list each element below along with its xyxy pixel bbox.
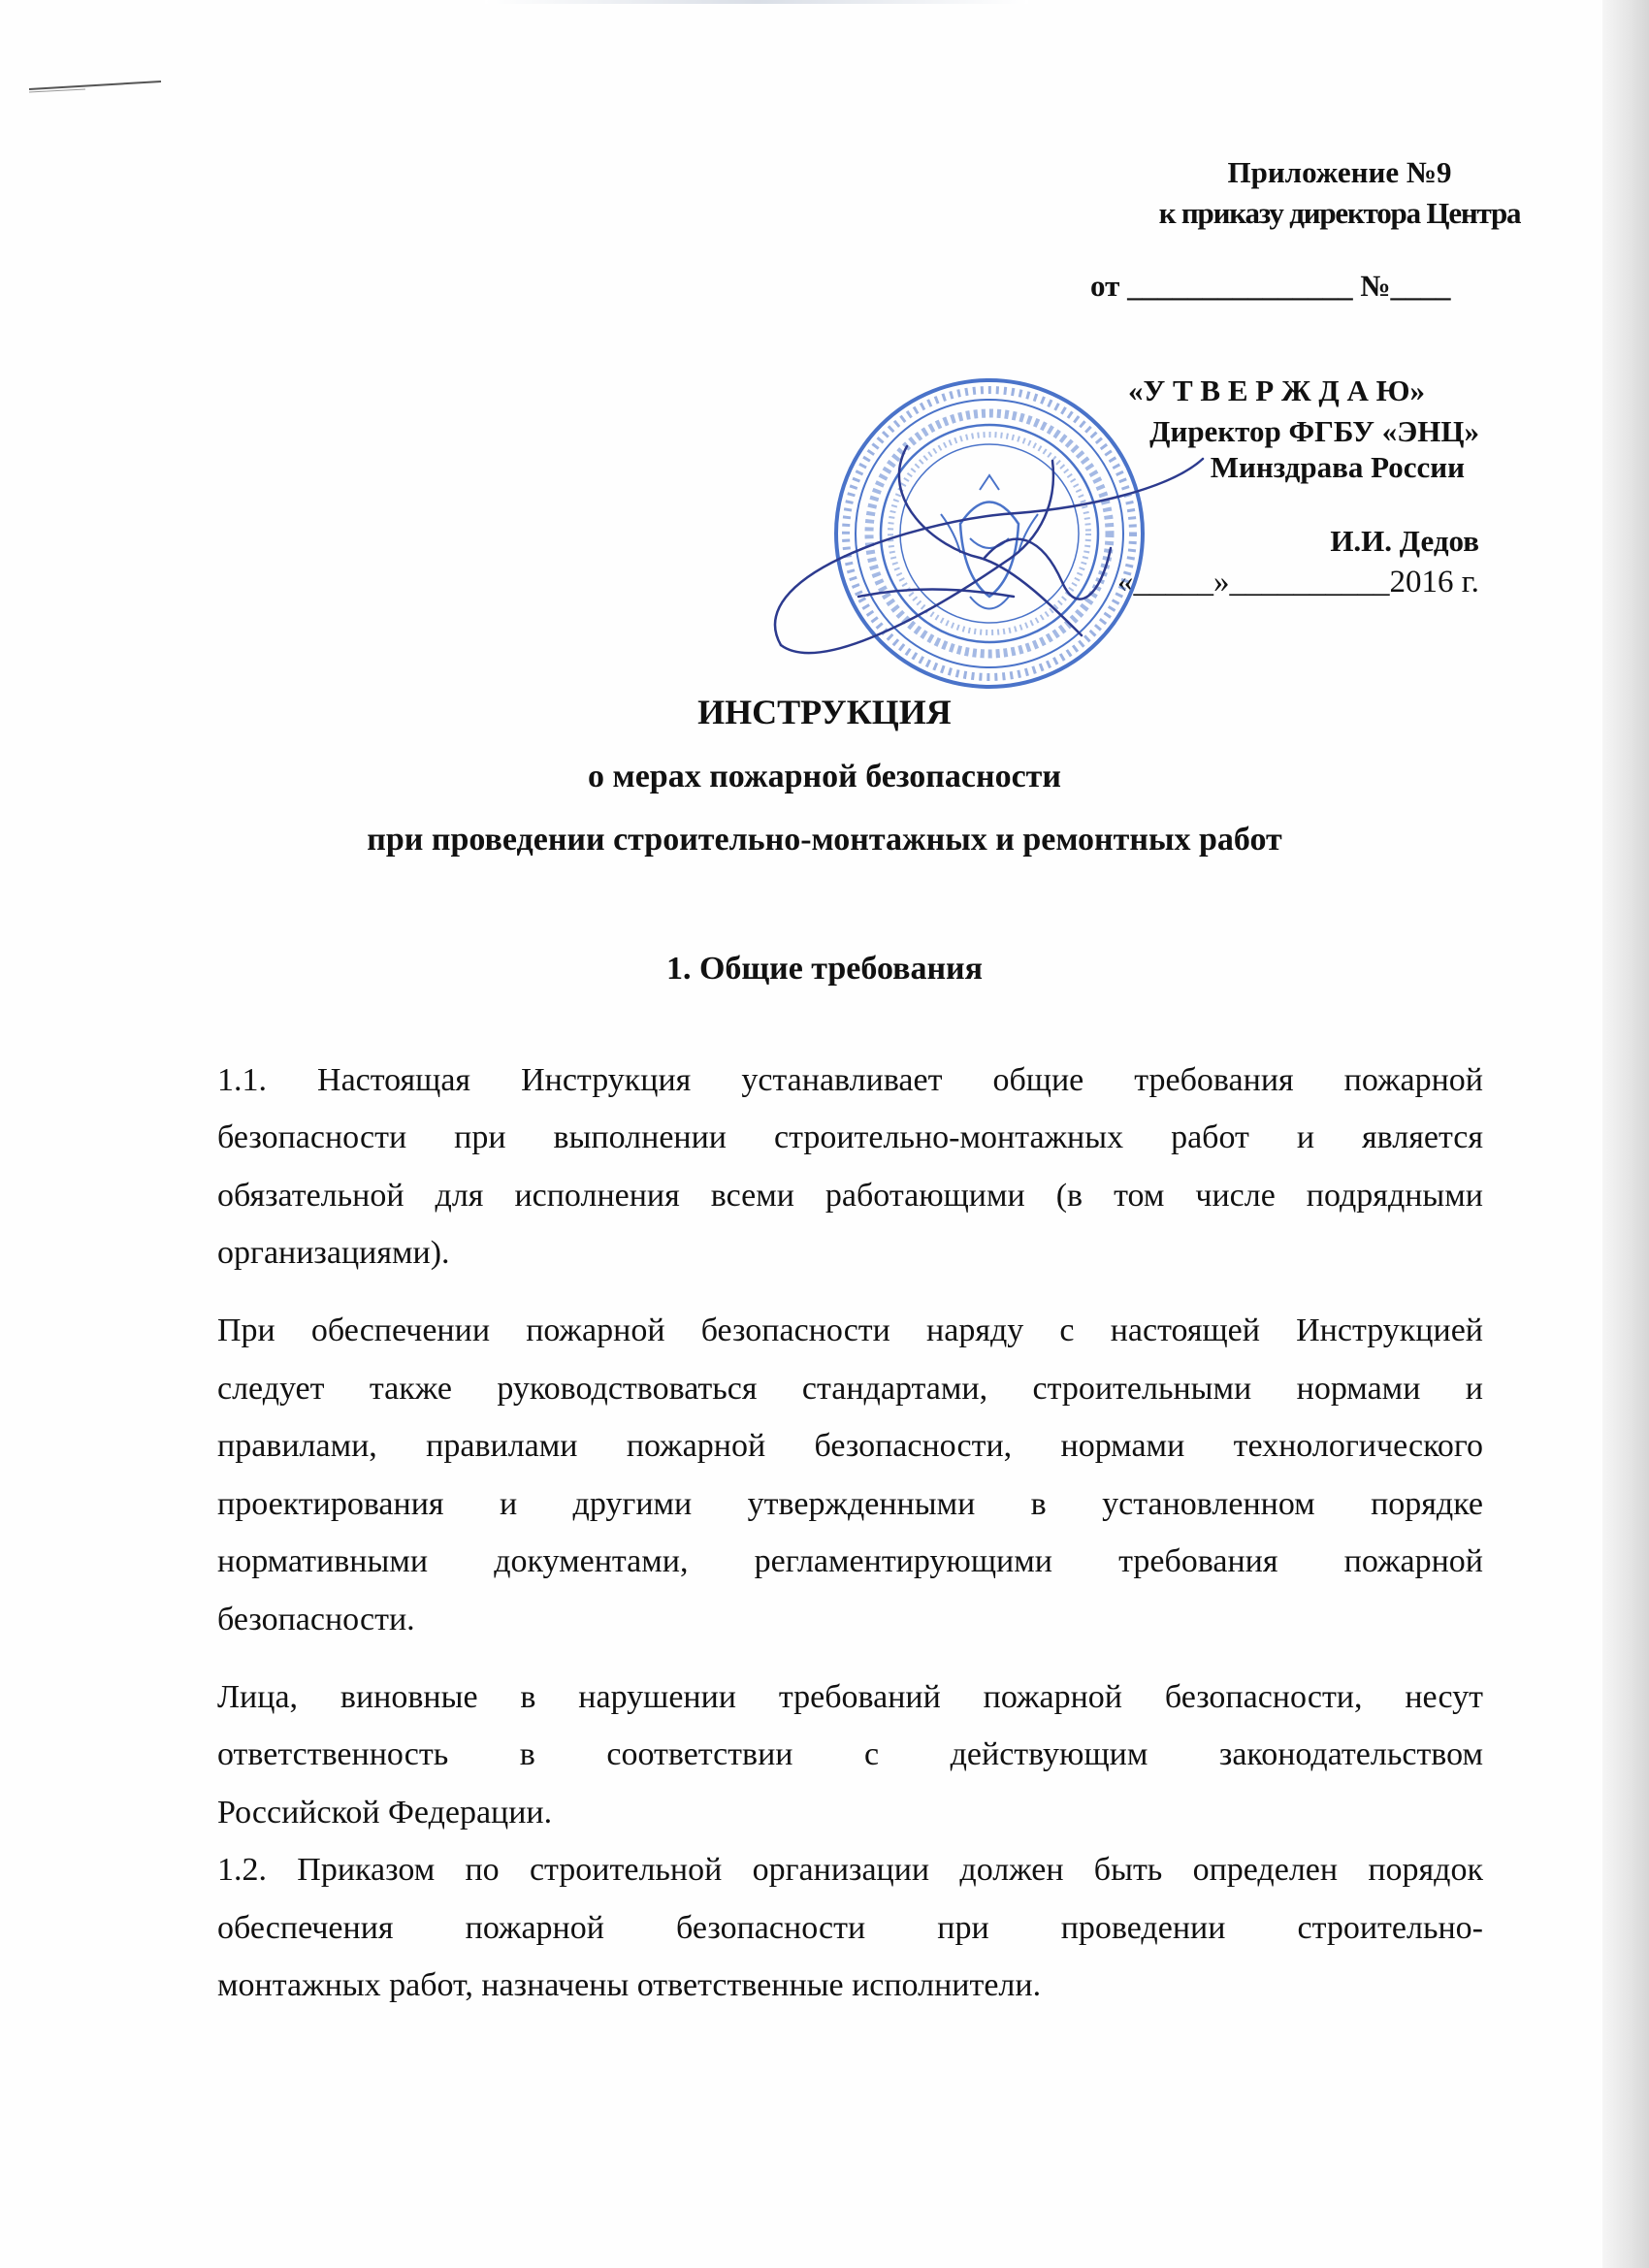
appendix-number: Приложение №9 [1227,155,1452,189]
paragraph-line: При обеспечении пожарной безопасности наряду с настоящей Инструкцией [217,1312,1483,1348]
approve-label: «У Т В Е Р Ж Д А Ю» [1128,373,1425,407]
paragraph-line: проектирования и другими утвержденными в установленном порядке [217,1486,1483,1522]
paragraph-line: организациями). [217,1235,450,1271]
paragraph-line: безопасности при выполнении строительно-монтажных работ и является [217,1119,1483,1155]
paragraph-line: следует также руководствоваться стандартами, строительными нормами и [217,1371,1483,1407]
paragraph-line: Российской Федерации. [217,1795,553,1831]
page-edge-shadow [1602,0,1649,2268]
director-position: Директор ФГБУ «ЭНЦ» [1149,414,1479,448]
paragraph-line: 1.1. Настоящая Инструкция устанавливает общие требования пожарной [217,1062,1483,1098]
order-reference: к приказу директора Центра [1158,196,1521,230]
paragraph-line: правилами, правилами пожарной безопасности, нормами технологического [217,1428,1483,1464]
paragraph-line: 1.2. Приказом по строительной организации должен быть определен порядок [217,1852,1483,1888]
paragraph-line: безопасности. [217,1602,415,1637]
approval-date-line: «_____»__________2016 г. [1117,565,1479,599]
pen-mark [27,76,163,97]
scan-top-edge [485,0,1028,4]
paragraph-line: нормативными документами, регламентирующими требования пожарной [217,1543,1483,1579]
director-name: И.И. Дедов [1330,524,1479,558]
document-title: ИНСТРУКЦИЯ [697,693,952,731]
paragraph-line: монтажных работ, назначены ответственные исполнители. [217,1967,1042,2003]
paragraph-line: ответственность в соответствии с действующим законодательством [217,1736,1483,1772]
official-stamp-with-signature [761,354,1208,742]
document-subtitle: о мерах пожарной безопасности [588,759,1061,794]
paragraph-line: Лица, виновные в нарушении требований пожарной безопасности, несут [217,1679,1483,1715]
section-heading: 1. Общие требования [665,951,984,987]
ministry-name: Минздрава России [1210,450,1465,484]
paragraph-line: обязательной для исполнения всеми работающими (в том числе подрядными [217,1178,1483,1214]
order-date-line: от _______________ №____ [1090,269,1451,303]
document-subtitle-2: при проведении строительно-монтажных и ремонтных работ [367,822,1282,858]
paragraph-line: обеспечения пожарной безопасности при проведении строительно- [217,1910,1483,1946]
